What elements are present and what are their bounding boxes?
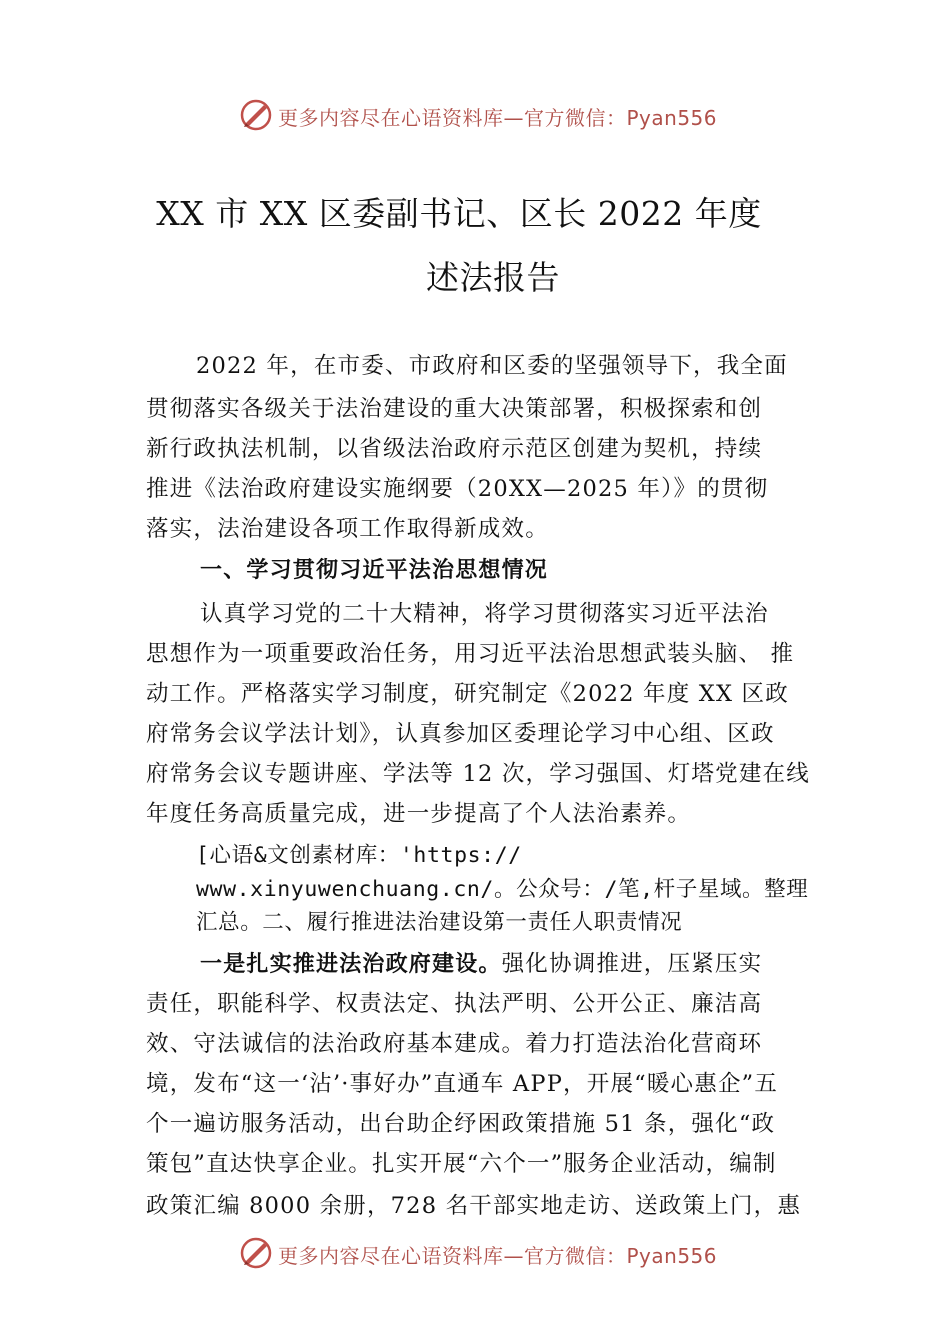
paragraph-line: 动工作。严格落实学习制度，研究制定《2022 年度 XX 区政 bbox=[146, 681, 789, 707]
paragraph-line: 效、守法诚信的法治政府基本建成。着力打造法治化营商环 bbox=[146, 1031, 763, 1057]
watermark-text: 更多内容尽在心语资料库—官方微信：Pyan556 bbox=[278, 1244, 718, 1268]
watermark-banner-top bbox=[0, 95, 950, 135]
paragraph-line: 思想作为一项重要政治任务，用习近平法治思想武装头脑、 推 bbox=[146, 641, 795, 667]
paragraph-line: 个一遍访服务活动，出台助企纾困政策措施 51 条，强化“政 bbox=[146, 1111, 776, 1137]
paragraph-line: 认真学习党的二十大精神，将学习贯彻落实习近平法治 bbox=[200, 601, 769, 627]
paragraph-line: 推进《法治政府建设实施纲要（20XX—2025 年）》的贯彻 bbox=[146, 476, 769, 502]
paragraph-line: 年度任务高质量完成，进一步提高了个人法治素养。 bbox=[146, 801, 692, 827]
paragraph-line: 策包”直达快享企业。扎实开展“六个一”服务企业活动，编制 bbox=[146, 1151, 777, 1177]
paragraph-line: 新行政执法机制，以省级法治政府示范区创建为契机，持续 bbox=[146, 436, 763, 462]
paragraph-line: 责任，职能科学、权责法定、执法严明、公开公正、廉洁高 bbox=[146, 991, 763, 1017]
paragraph-line: 2022 年，在市委、市政府和区委的坚强领导下，我全面 bbox=[196, 353, 788, 379]
paragraph-line: 贯彻落实各级关于法治建设的重大决策部署，积极探索和创 bbox=[146, 396, 763, 422]
source-note-line: [心语&文创素材库：'https:// bbox=[196, 843, 522, 868]
document-title-line2: 述法报告 bbox=[426, 258, 560, 297]
watermark-text: 更多内容尽在心语资料库—官方微信：Pyan556 bbox=[278, 106, 718, 130]
paragraph-line: 落实，法治建设各项工作取得新成效。 bbox=[146, 516, 549, 542]
pen-logo-icon bbox=[238, 1235, 274, 1271]
watermark-banner-bottom bbox=[0, 1233, 950, 1273]
pen-logo-icon bbox=[238, 97, 274, 133]
paragraph-line: 政策汇编 8000 余册，728 名干部实地走访、送政策上门，惠 bbox=[146, 1193, 802, 1219]
paragraph-line: 境，发布“这一‘沾’·事好办”直通车 APP，开展“暖心惠企”五 bbox=[146, 1071, 779, 1097]
source-note-line: www.xinyuwenchuang.cn/。公众号：/笔,杆子星域。整理 bbox=[196, 877, 809, 902]
document-title-line1: XX 市 XX 区委副书记、区长 2022 年度 bbox=[156, 194, 762, 233]
source-note-line: 汇总。二、履行推进法治建设第一责任人职责情况 bbox=[196, 910, 683, 935]
paragraph-line: 府常务会议学法计划》，认真参加区委理论学习中心组、区政 bbox=[146, 721, 775, 747]
paragraph-line: 府常务会议专题讲座、学法等 12 次，学习强国、灯塔党建在线 bbox=[146, 761, 810, 787]
subsection-lead: 一是扎实推进法治政府建设。 bbox=[200, 952, 502, 977]
section-heading-1: 一、学习贯彻习近平法治思想情况 bbox=[200, 558, 549, 583]
paragraph-line: 一是扎实推进法治政府建设。强化协调推进，压紧压实 bbox=[200, 951, 763, 977]
